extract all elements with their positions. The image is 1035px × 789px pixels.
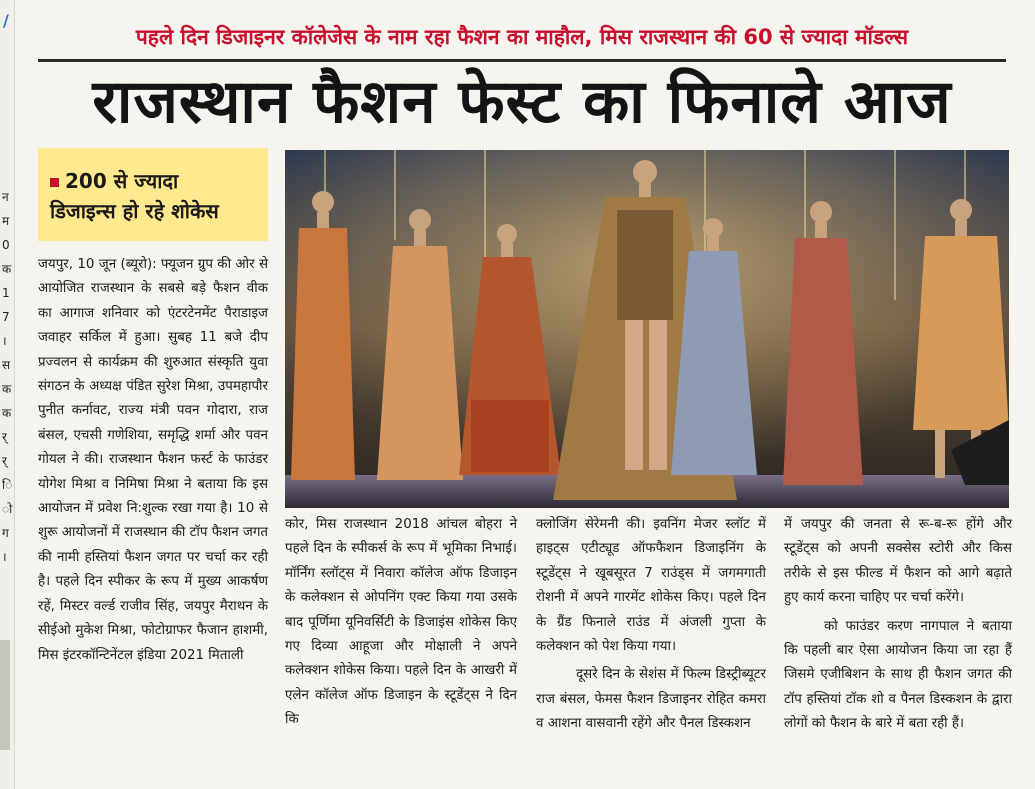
article-column-4 <box>784 513 1012 783</box>
article-col4-para-1: में जयपुर की जनता से रू-ब-रू होंगे और स्टूडेंट्स को अपनी सक्सेस स्टोरी और किस तरीके से इस फील्ड में फैशन को आगे बढ़ाते हुए कार्य करना चाहिए पर चर्चा करेंगे। <box>784 517 1012 606</box>
article-column-1 <box>38 253 268 778</box>
subhead-box <box>38 148 268 241</box>
adjacent-fragment-char: 0 <box>2 238 10 252</box>
adjacent-fragment-char: म <box>2 214 10 228</box>
adjacent-fragment-char: क <box>2 406 12 420</box>
adjacent-fragment-char: ग <box>2 526 9 540</box>
kicker-rule <box>38 59 1006 62</box>
adjacent-fragment-char: । <box>2 550 7 564</box>
kicker-headline: पहले दिन डिजाइनर कॉलेजेस के नाम रहा फैशन का माहौल, मिस राजस्थान की 60 से ज्यादा मॉडल्स <box>135 25 909 49</box>
adjacent-fragment-char: स <box>2 358 11 372</box>
adjacent-fragment-char: ो <box>2 502 13 516</box>
article-col3-para-2: दूसरे दिन के सेशंस में फिल्म डिस्ट्रीब्यूटर राज बंसल, फेमस फैशन डिजाइनर रोहित कमरा व आशना वासवानी रहेंगे और पैनल डिस्कशन <box>536 667 766 732</box>
article-col1-text: जयपुर, 10 जून (ब्यूरो): फ्यूजन ग्रुप की ओर से आयोजित राजस्थान के सबसे बड़े फैशन वीक का आगाज शनिवार को एंटरटेनमेंट पैराडाइज जवाहर सर्किल में हुआ। सुबह 11 बजे दीप प्रज्वलन से कार्यक्रम की शुरुआत संस्कृति युवा संगठन के अध्यक्ष पंडित सुरेश मिश्रा, उपमहापौर पुनीत कर्नावट, राज्य मंत्री पवन गोदारा, राज बंसल, एचसी गणेशिया, समृद्धि शर्मा और पवन गोयल ने की। राजस्थान फैशन फर्स्ट के फाउंडर योगेश मिश्रा व निमिषा मिश्रा ने बताया कि इस आयोजन में प्रवेश नि:शुल्क रखा गया है। 10 से शुरू आयोजनों में राजस्थान की टॉप फैशन जगत की नामी हस्तियां फैशन जगत पर चर्चा कर रही है। पहले दिन स्पीकर के रूप में मुख्य आकर्षण रहें, मिस्टर वर्ल्ड राजीव सिंह, जयपुर मैराथन के सीईओ मुकेश मिश्रा, फोटोग्राफर फैजान हाशमी, मिस इंटरकॉन्टिनेंटल इंडिया 2021 मिताली <box>38 257 268 663</box>
adjacent-fragment-char: र् <box>2 430 7 444</box>
subhead-line-1: 200 से ज्यादा <box>50 166 260 196</box>
page-edge-mark: / <box>3 11 9 30</box>
adjacent-fragment-char: र् <box>2 454 7 468</box>
adjacent-fragment-char: । <box>2 334 7 348</box>
adjacent-fragment-char: क <box>2 262 12 276</box>
adjacent-fragment-char: न <box>2 190 9 204</box>
main-headline: राजस्थान फैशन फेस्ट का फिनाले आज <box>92 67 952 137</box>
adjacent-fragment-char: क <box>2 382 12 396</box>
adjacent-image-fragment <box>0 640 10 750</box>
model-1 <box>291 191 355 480</box>
article-column-3 <box>536 513 766 783</box>
runway-illustration <box>285 150 1009 508</box>
adjacent-column-fragments <box>2 185 12 569</box>
article-col4-para-2: को फाउंडर करण नागपाल ने बताया कि पहली बार ऐसा आयोजन किया जा रहा हैं जिसमे एजीबिशन के साथ ही फैशन जगत की टॉप हस्तियां टॉक शो व पैनल डिस्कशन के द्वारा लोगों को फैशन के बारे में बता रही हैं। <box>784 618 1012 732</box>
article-column-2 <box>285 513 517 783</box>
adjacent-fragment-char: ि <box>2 478 13 492</box>
article-col2-text: कोर, मिस राजस्थान 2018 आंचल बोहरा ने पहले दिन के स्पीकर्स के रूप में भूमिका निभाई। मॉर्निंग स्लॉट्स में निवारा कॉलेज ऑफ डिजाइन के कलेक्शन से ओपनिंग एक्ट किया गया उसके बाद पूर्णिमा यूनिवर्सिटी के डिजाइंस शोकेस किए गए दिव्या आहूजा और मोक्षाली ने अपने कलेक्शन शोकेस किया। पहले दिन के आखरी में एलेन कॉलेज ऑफ डिजाइन के स्टूडेंट्स ने दिन कि <box>285 517 517 728</box>
adjacent-page-strip <box>0 0 15 789</box>
fashion-show-photo <box>285 150 1009 508</box>
article-col3-para-1: क्लोजिंग सेरेमनी की। इवनिंग मेजर स्लॉट में हाइट्स एटीट्यूड ऑफफैशन डिजाइनिंग के स्टूडेंट्स ने खूबसूरत 7 राउंड्स में जगमगाती रोशनी में अपने गारमेंट शोकेस किए। पहले दिन के ग्रैंड फिनाले राउंड में अंजली गुप्ता के कलेक्शन को पेश किया गया। <box>536 517 766 655</box>
adjacent-fragment-char: 7 <box>2 310 10 324</box>
subhead-line-2: डिजाइन्स हो रहे शोकेस <box>50 199 219 223</box>
bullet-icon <box>50 178 59 187</box>
adjacent-fragment-char: 1 <box>2 286 10 300</box>
